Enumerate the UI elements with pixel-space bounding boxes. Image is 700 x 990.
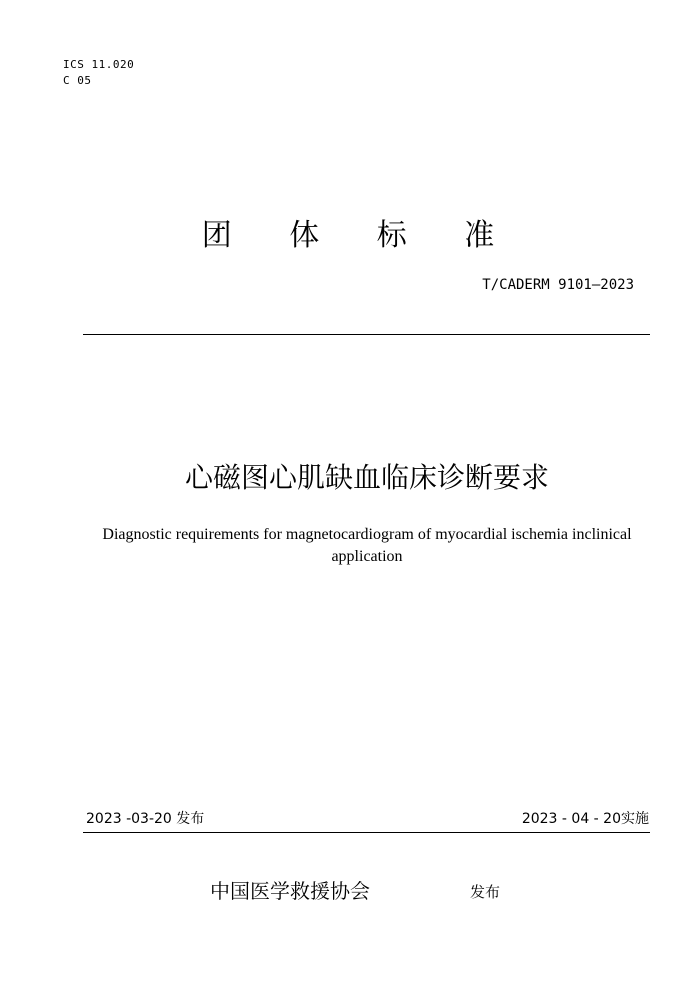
implementation-date: 2023 - 04 - 20实施 [521,811,649,827]
standard-number: T/CADERM 9101—2023 [482,277,634,293]
title-chinese: 心磁图心肌缺血临床诊断要求 [184,461,549,494]
bottom-divider [83,832,650,833]
publish-label: 发布 [470,883,501,901]
issue-date: 2023 -03-20 发布 [86,811,205,827]
ccs-code: C 05 [63,74,92,87]
ics-code: ICS 11.020 [63,58,135,71]
publisher-name: 中国医学救援协会 [210,879,370,903]
document-type-heading: 团 体 标 准 [201,218,519,253]
title-english: Diagnostic requirements for magnetocardiogram of myocardial ischemia inclinical application [102,526,632,565]
top-divider [83,334,650,335]
